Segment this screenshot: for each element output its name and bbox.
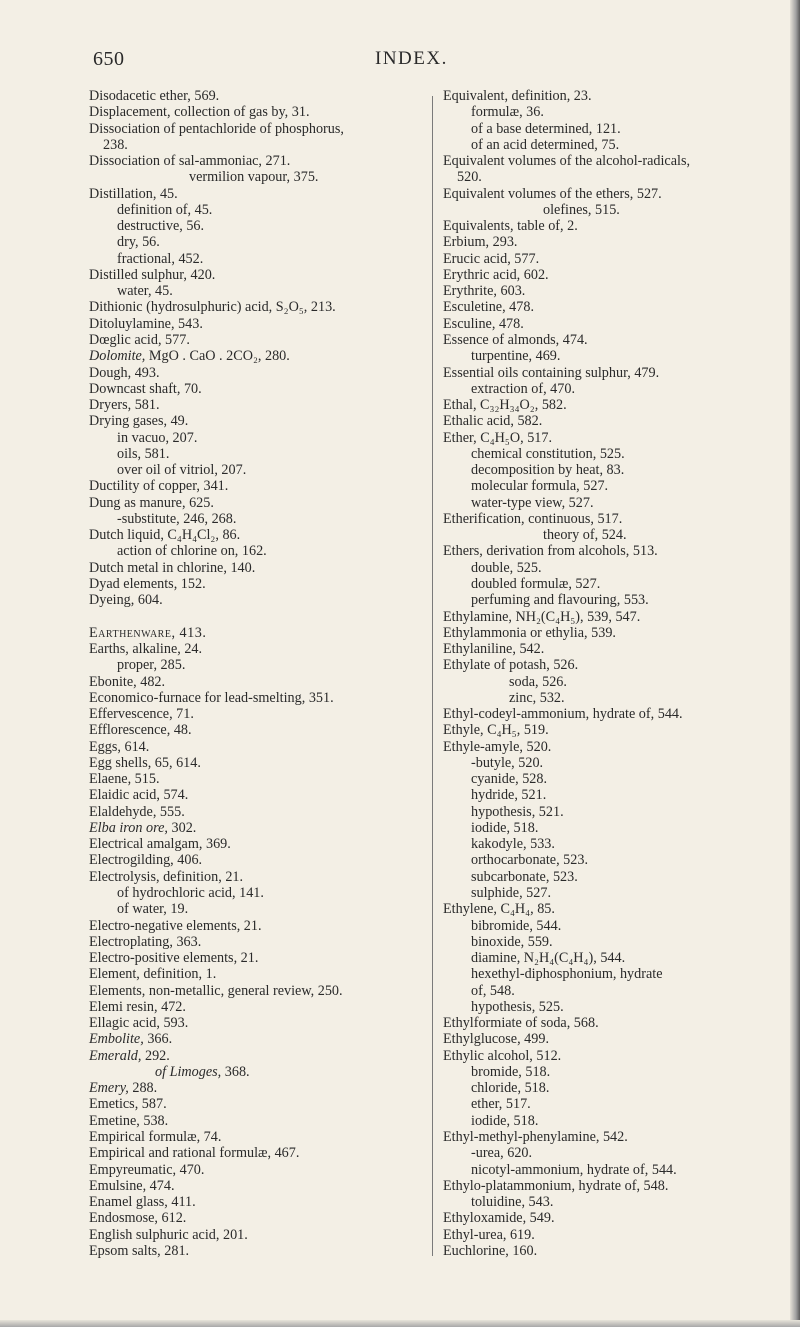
index-entry: Erythric acid, 602. bbox=[443, 266, 549, 283]
page-bottom-edge bbox=[0, 1320, 800, 1327]
index-entry: vermilion vapour, 375. bbox=[189, 169, 319, 186]
index-entry: Ellagic acid, 593. bbox=[89, 1015, 189, 1032]
index-entry: Equivalent volumes of the alcohol-radicals, bbox=[443, 153, 691, 170]
index-entry: Endosmose, 612. bbox=[89, 1210, 187, 1227]
index-entry: hypothesis, 521. bbox=[471, 803, 564, 820]
index-entry: Ethylate of potash, 526. bbox=[443, 657, 579, 674]
index-entry: of Limoges, 368. bbox=[155, 1063, 250, 1080]
index-entry: Dœglic acid, 577. bbox=[89, 331, 190, 348]
index-entry: Economico-furnace for lead-smelting, 351. bbox=[89, 689, 334, 706]
index-entry: over oil of vitriol, 207. bbox=[117, 462, 247, 479]
index-entry: Emetics, 587. bbox=[89, 1096, 167, 1113]
index-entry: Effervescence, 71. bbox=[89, 706, 194, 723]
index-entry: Dissociation of pentachloride of phosphorus, bbox=[89, 120, 344, 137]
index-entry: binoxide, 559. bbox=[471, 933, 553, 950]
index-entry: Empyreumatic, 470. bbox=[89, 1161, 205, 1178]
index-entry: bromide, 518. bbox=[471, 1063, 551, 1080]
index-entry: oils, 581. bbox=[117, 445, 170, 462]
index-entry: Enamel glass, 411. bbox=[89, 1194, 196, 1211]
index-entry: Emulsine, 474. bbox=[89, 1177, 175, 1194]
index-entry: Equivalents, table of, 2. bbox=[443, 218, 578, 235]
index-entry: doubled formulæ, 527. bbox=[471, 575, 601, 592]
index-entry: double, 525. bbox=[471, 559, 542, 576]
index-entry: Elaidic acid, 574. bbox=[89, 787, 189, 804]
index-entry: Electrolysis, definition, 21. bbox=[89, 868, 244, 885]
index-entry: Earthenware, 413. bbox=[89, 624, 207, 641]
index-entry: Dough, 493. bbox=[89, 364, 160, 381]
index-entry: Earths, alkaline, 24. bbox=[89, 641, 203, 658]
index-entry: Erucic acid, 577. bbox=[443, 250, 540, 267]
index-entry: iodide, 518. bbox=[471, 819, 539, 836]
index-entry: Electrical amalgam, 369. bbox=[89, 836, 231, 853]
index-entry: -urea, 620. bbox=[471, 1145, 533, 1162]
index-entry: Distilled sulphur, 420. bbox=[89, 266, 216, 283]
index-entry: Ethylaniline, 542. bbox=[443, 641, 545, 658]
index-entry: of a base determined, 121. bbox=[471, 120, 621, 137]
index-entry: of, 548. bbox=[471, 982, 515, 999]
index-entry: Ethyl-codeyl-ammonium, hydrate of, 544. bbox=[443, 706, 683, 723]
index-entry: Esculetine, 478. bbox=[443, 299, 535, 316]
index-entry: Element, definition, 1. bbox=[89, 966, 217, 983]
index-entry: Ethalic acid, 582. bbox=[443, 413, 543, 430]
index-entry: Electro-positive elements, 21. bbox=[89, 950, 259, 967]
column-divider bbox=[432, 96, 433, 1256]
index-entry: Ethylformiate of soda, 568. bbox=[443, 1015, 599, 1032]
index-entry: Epsom salts, 281. bbox=[89, 1242, 190, 1259]
index-entry: diamine, N₂H₄(C₄H₄), 544. bbox=[471, 950, 626, 967]
index-entry: perfuming and flavouring, 553. bbox=[471, 592, 649, 609]
index-entry: formulæ, 36. bbox=[471, 104, 544, 121]
index-entry: fractional, 452. bbox=[117, 250, 204, 267]
index-entry: Ethylammonia or ethylia, 539. bbox=[443, 624, 616, 641]
index-entry: proper, 285. bbox=[117, 657, 186, 674]
index-entry: of water, 19. bbox=[117, 901, 189, 918]
index-entry: of hydrochloric acid, 141. bbox=[117, 885, 264, 902]
index-entry: cyanide, 528. bbox=[471, 771, 548, 788]
index-entry: Efflorescence, 48. bbox=[89, 722, 192, 739]
index-entry: iodide, 518. bbox=[471, 1112, 539, 1129]
index-entry: Ethylamine, NH₂(C₄H₅), 539, 547. bbox=[443, 608, 641, 625]
index-entry: Ethylene, C₄H₄, 85. bbox=[443, 901, 555, 918]
index-entry: Ethal, C₃₂H₃₄O₂, 582. bbox=[443, 397, 567, 414]
index-entry: Dung as manure, 625. bbox=[89, 494, 214, 511]
index-entry: Emetine, 538. bbox=[89, 1112, 169, 1129]
index-entry: Dutch liquid, C₄H₄Cl₂, 86. bbox=[89, 527, 241, 544]
index-entry: Eggs, 614. bbox=[89, 738, 150, 755]
index-entry: Etherification, continuous, 517. bbox=[443, 510, 623, 527]
index-entry: extraction of, 470. bbox=[471, 380, 576, 397]
index-entry: Esculine, 478. bbox=[443, 315, 524, 332]
index-entry: Electrogilding, 406. bbox=[89, 852, 203, 869]
index-entry: molecular formula, 527. bbox=[471, 478, 609, 495]
index-entry: definition of, 45. bbox=[117, 201, 213, 218]
index-entry: Emerald, 292. bbox=[89, 1047, 170, 1064]
index-entry: Distillation, 45. bbox=[89, 185, 178, 202]
index-entry: Ebonite, 482. bbox=[89, 673, 166, 690]
index-entry: ether, 517. bbox=[471, 1096, 531, 1113]
index-entry: 520. bbox=[457, 169, 482, 186]
page-title: INDEX. bbox=[375, 48, 448, 69]
index-entry: Elaene, 515. bbox=[89, 771, 160, 788]
index-entry: hypothesis, 525. bbox=[471, 998, 564, 1015]
index-entry: 238. bbox=[103, 136, 128, 153]
page-edge-shadow bbox=[790, 0, 800, 1327]
index-entry: soda, 526. bbox=[509, 673, 567, 690]
index-entry: Dyeing, 604. bbox=[89, 592, 163, 609]
index-entry: turpentine, 469. bbox=[471, 348, 561, 365]
page-header bbox=[0, 48, 800, 78]
index-entry: Electroplating, 363. bbox=[89, 933, 202, 950]
index-entry: Dyad elements, 152. bbox=[89, 575, 206, 592]
index-entry: of an acid determined, 75. bbox=[471, 136, 620, 153]
index-entry: Disodacetic ether, 569. bbox=[89, 88, 220, 104]
index-entry: Empirical and rational formulæ, 467. bbox=[89, 1145, 300, 1162]
index-entry: Dolomite, MgO . CaO . 2CO₂, 280. bbox=[89, 348, 290, 365]
index-entry: hexethyl-diphosphonium, hydrate bbox=[471, 966, 663, 983]
index-entry: chemical constitution, 525. bbox=[471, 445, 625, 462]
index-entry: Elemi resin, 472. bbox=[89, 998, 186, 1015]
index-entry: decomposition by heat, 83. bbox=[471, 462, 625, 479]
index-entry: Electro-negative elements, 21. bbox=[89, 917, 262, 934]
index-entry: Ethyle-amyle, 520. bbox=[443, 738, 552, 755]
index-entry: olefines, 515. bbox=[543, 201, 620, 218]
index-entry: Embolite, 366. bbox=[89, 1031, 173, 1048]
index-entry: Ductility of copper, 341. bbox=[89, 478, 229, 495]
index-entry: Essence of almonds, 474. bbox=[443, 331, 588, 348]
index-entry: Ethylglucose, 499. bbox=[443, 1031, 549, 1048]
index-entry: -substitute, 246, 268. bbox=[117, 510, 237, 527]
index-entry: Erbium, 293. bbox=[443, 234, 518, 251]
index-entry: in vacuo, 207. bbox=[117, 429, 198, 446]
index-entry: bibromide, 544. bbox=[471, 917, 562, 934]
index-entry: English sulphuric acid, 201. bbox=[89, 1226, 248, 1243]
index-entry: nicotyl-ammonium, hydrate of, 544. bbox=[471, 1161, 677, 1178]
index-entry: Equivalent volumes of the ethers, 527. bbox=[443, 185, 662, 202]
index-entry: water-type view, 527. bbox=[471, 494, 594, 511]
index-entry: zinc, 532. bbox=[509, 689, 565, 706]
index-entry: Emery, 288. bbox=[89, 1080, 158, 1097]
index-entry: Dutch metal in chlorine, 140. bbox=[89, 559, 256, 576]
index-entry: sulphide, 527. bbox=[471, 885, 551, 902]
index-entry: Essential oils containing sulphur, 479. bbox=[443, 364, 660, 381]
index-entry: orthocarbonate, 523. bbox=[471, 852, 589, 869]
index-entry: Ethers, derivation from alcohols, 513. bbox=[443, 543, 658, 560]
index-entry: Euchlorine, 160. bbox=[443, 1242, 538, 1259]
index-entry: Ethylic alcohol, 512. bbox=[443, 1047, 562, 1064]
index-column-right bbox=[443, 88, 793, 1259]
index-entry: Dissociation of sal-ammoniac, 271. bbox=[89, 153, 291, 170]
index-entry: subcarbonate, 523. bbox=[471, 868, 578, 885]
index-entry: chloride, 518. bbox=[471, 1080, 550, 1097]
index-entry: Drying gases, 49. bbox=[89, 413, 189, 430]
index-entry: Equivalent, definition, 23. bbox=[443, 88, 592, 104]
index-entry: dry, 56. bbox=[117, 234, 160, 251]
index-entry: Elba iron ore, 302. bbox=[89, 819, 197, 836]
index-entry: Ether, C₄H₅O, 517. bbox=[443, 429, 553, 446]
index-entry: hydride, 521. bbox=[471, 787, 547, 804]
page-number: 650 bbox=[93, 48, 125, 70]
index-entry: Dithionic (hydrosulphuric) acid, S₂O₅, 213. bbox=[89, 299, 336, 316]
index-column-left bbox=[89, 88, 434, 1259]
index-entry: theory of, 524. bbox=[543, 527, 627, 544]
index-entry: Egg shells, 65, 614. bbox=[89, 754, 201, 771]
index-entry: water, 45. bbox=[117, 283, 173, 300]
index-entry: Empirical formulæ, 74. bbox=[89, 1129, 222, 1145]
index-entry: Ditoluylamine, 543. bbox=[89, 315, 203, 332]
index-entry: Elaldehyde, 555. bbox=[89, 803, 185, 820]
index-entry bbox=[89, 609, 434, 625]
index-entry: toluidine, 543. bbox=[471, 1194, 554, 1211]
index-entry: Ethyl-methyl-phenylamine, 542. bbox=[443, 1129, 628, 1145]
index-entry: Ethyl-urea, 619. bbox=[443, 1226, 535, 1243]
index-entry: Dryers, 581. bbox=[89, 397, 160, 414]
index-entry: Ethyloxamide, 549. bbox=[443, 1210, 555, 1227]
index-entry: Downcast shaft, 70. bbox=[89, 380, 202, 397]
index-entry: Ethylo-platammonium, hydrate of, 548. bbox=[443, 1177, 669, 1194]
index-entry: -butyle, 520. bbox=[471, 754, 544, 771]
index-entry: Elements, non-metallic, general review, 250. bbox=[89, 982, 343, 999]
index-entry: Displacement, collection of gas by, 31. bbox=[89, 104, 310, 121]
index-entry: Erythrite, 603. bbox=[443, 283, 526, 300]
index-entry: action of chlorine on, 162. bbox=[117, 543, 267, 560]
index-entry: Ethyle, C₄H₅, 519. bbox=[443, 722, 549, 739]
index-entry: destructive, 56. bbox=[117, 218, 205, 235]
index-entry: kakodyle, 533. bbox=[471, 836, 555, 853]
